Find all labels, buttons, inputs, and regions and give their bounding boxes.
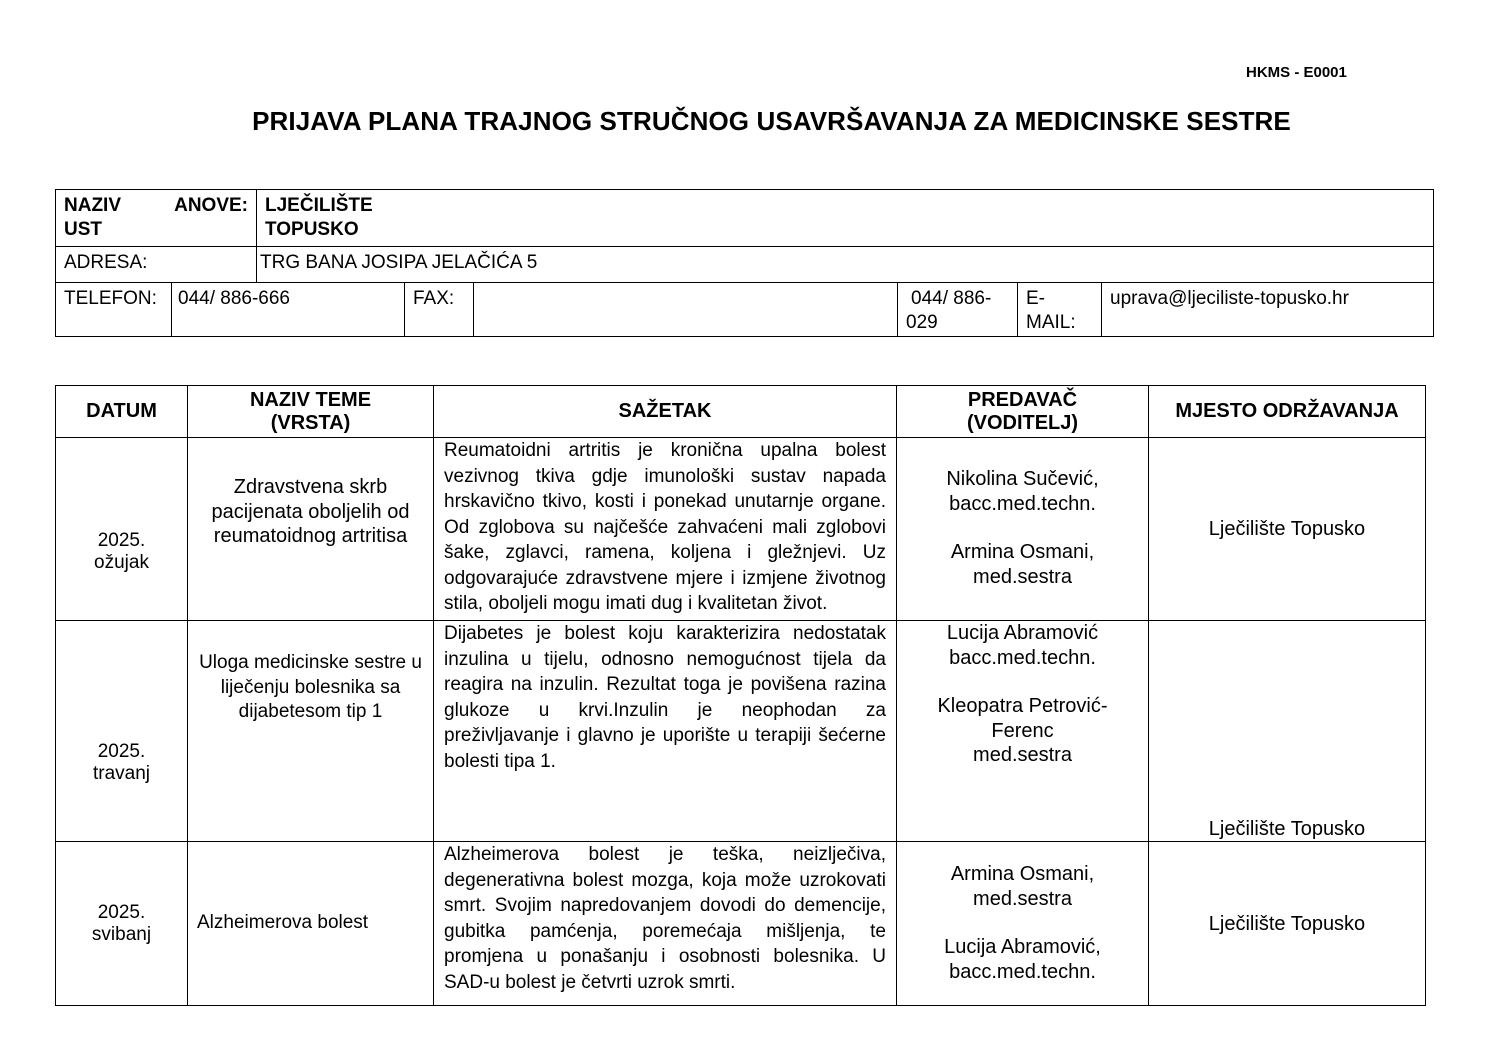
page-title: PRIJAVA PLANA TRAJNOG STRUČNOG USAVRŠAVANJA ZA MEDICINSKE SESTRE — [252, 106, 1291, 136]
row-summary: Alzheimerova bolest je teška, neizlječiva, degenerativna bolest mozga, koja može uzrokovati smrt. Svojim napredovanjem dovodi do demencije, gubitka pamćenja, poremećaja mišljenja, te promjena u ponašanju i osobnosti bolesnika. U SAD-u bolest je četvrti uzrok smrti. — [434, 842, 897, 1006]
row-place: Lječilište Topusko — [1149, 621, 1426, 842]
row-summary: Dijabetes je bolest koju karakterizira nedostatak inzulina u tijelu, odnosno nemogućnost tijela da reagira na inzulin. Rezultat toga je povišena razina glukoze u krvi.Inzulin je neophodan za preživljavanje i glavno je uporište u terapiji šećerne bolesti tipa 1. — [434, 621, 897, 842]
row-lecturer: Nikolina Sučević, bacc.med.techn. Armina Osmani, med.sestra — [897, 438, 1149, 621]
row-date: 2025. travanj — [56, 621, 188, 842]
row-lecturer: Lucija Abramović bacc.med.techn. Kleopatra Petrović- Ferenc med.sestra — [897, 621, 1149, 842]
row-topic: Alzheimerova bolest — [188, 842, 434, 1006]
header-summary: SAŽETAK — [434, 386, 897, 438]
table-row — [56, 842, 1426, 1006]
table-row — [56, 621, 1426, 842]
fax-empty-cell — [474, 283, 898, 337]
address-label: ADRESA: — [56, 247, 257, 283]
institution-name-value: LJEČILIŠTE TOPUSKO — [257, 190, 1434, 247]
address-row — [56, 247, 1434, 283]
row-place: Lječilište Topusko — [1149, 842, 1426, 1006]
row-lecturer: Armina Osmani, med.sestra Lucija Abramović, bacc.med.techn. — [897, 842, 1149, 1006]
email-value: uprava@ljeciliste-topusko.hr — [1102, 283, 1434, 337]
row-date: 2025. svibanj — [56, 842, 188, 1006]
row-topic: Zdravstvena skrb pacijenata oboljelih od reumatoidnog artritisa — [188, 438, 434, 621]
table-row — [56, 438, 1426, 621]
header-topic: NAZIV TEME (VRSTA) — [188, 386, 434, 438]
email-label: E- MAIL: — [1018, 283, 1102, 337]
row-summary: Reumatoidni artritis je kronična upalna bolest vezivnog tkiva gdje imunološki sustav napada hrskavično tkivo, kosti i ponekad unutarnje organe. Od zglobova su najčešće zahvaćeni mali zglobovi šake, zglavci, ramena, koljena i gležnjevi. Uz odgovarajuće zdravstvene mjere i izmjene životnog stila, oboljeli mogu imati dug i kvalitetan život. — [434, 438, 897, 621]
contact-row — [56, 283, 1434, 337]
fax-label: FAX: — [405, 283, 474, 337]
plan-header-row — [56, 386, 1426, 438]
row-date: 2025. ožujak — [56, 438, 188, 621]
header-lecturer: PREDAVAČ (VODITELJ) — [897, 386, 1149, 438]
header-date: DATUM — [56, 386, 188, 438]
row-place: Lječilište Topusko — [1149, 438, 1426, 621]
institution-name-label: NAZIV ANOVE: UST — [56, 190, 257, 247]
institution-name-row — [56, 190, 1434, 247]
row-topic: Uloga medicinske sestre u liječenju bolesnika sa dijabetesom tip 1 — [188, 621, 434, 842]
header-place: MJESTO ODRŽAVANJA — [1149, 386, 1426, 438]
plan-table — [55, 385, 1426, 1006]
phone-value: 044/ 886-666 — [172, 283, 405, 337]
institution-table — [55, 189, 1434, 337]
fax-value: 044/ 886- 029 — [898, 283, 1018, 337]
address-value: TRG BANA JOSIPA JELAČIĆA 5 — [257, 247, 1434, 283]
phone-label: TELEFON: — [56, 283, 172, 337]
form-code: HKMS - E0001 — [1246, 64, 1347, 81]
